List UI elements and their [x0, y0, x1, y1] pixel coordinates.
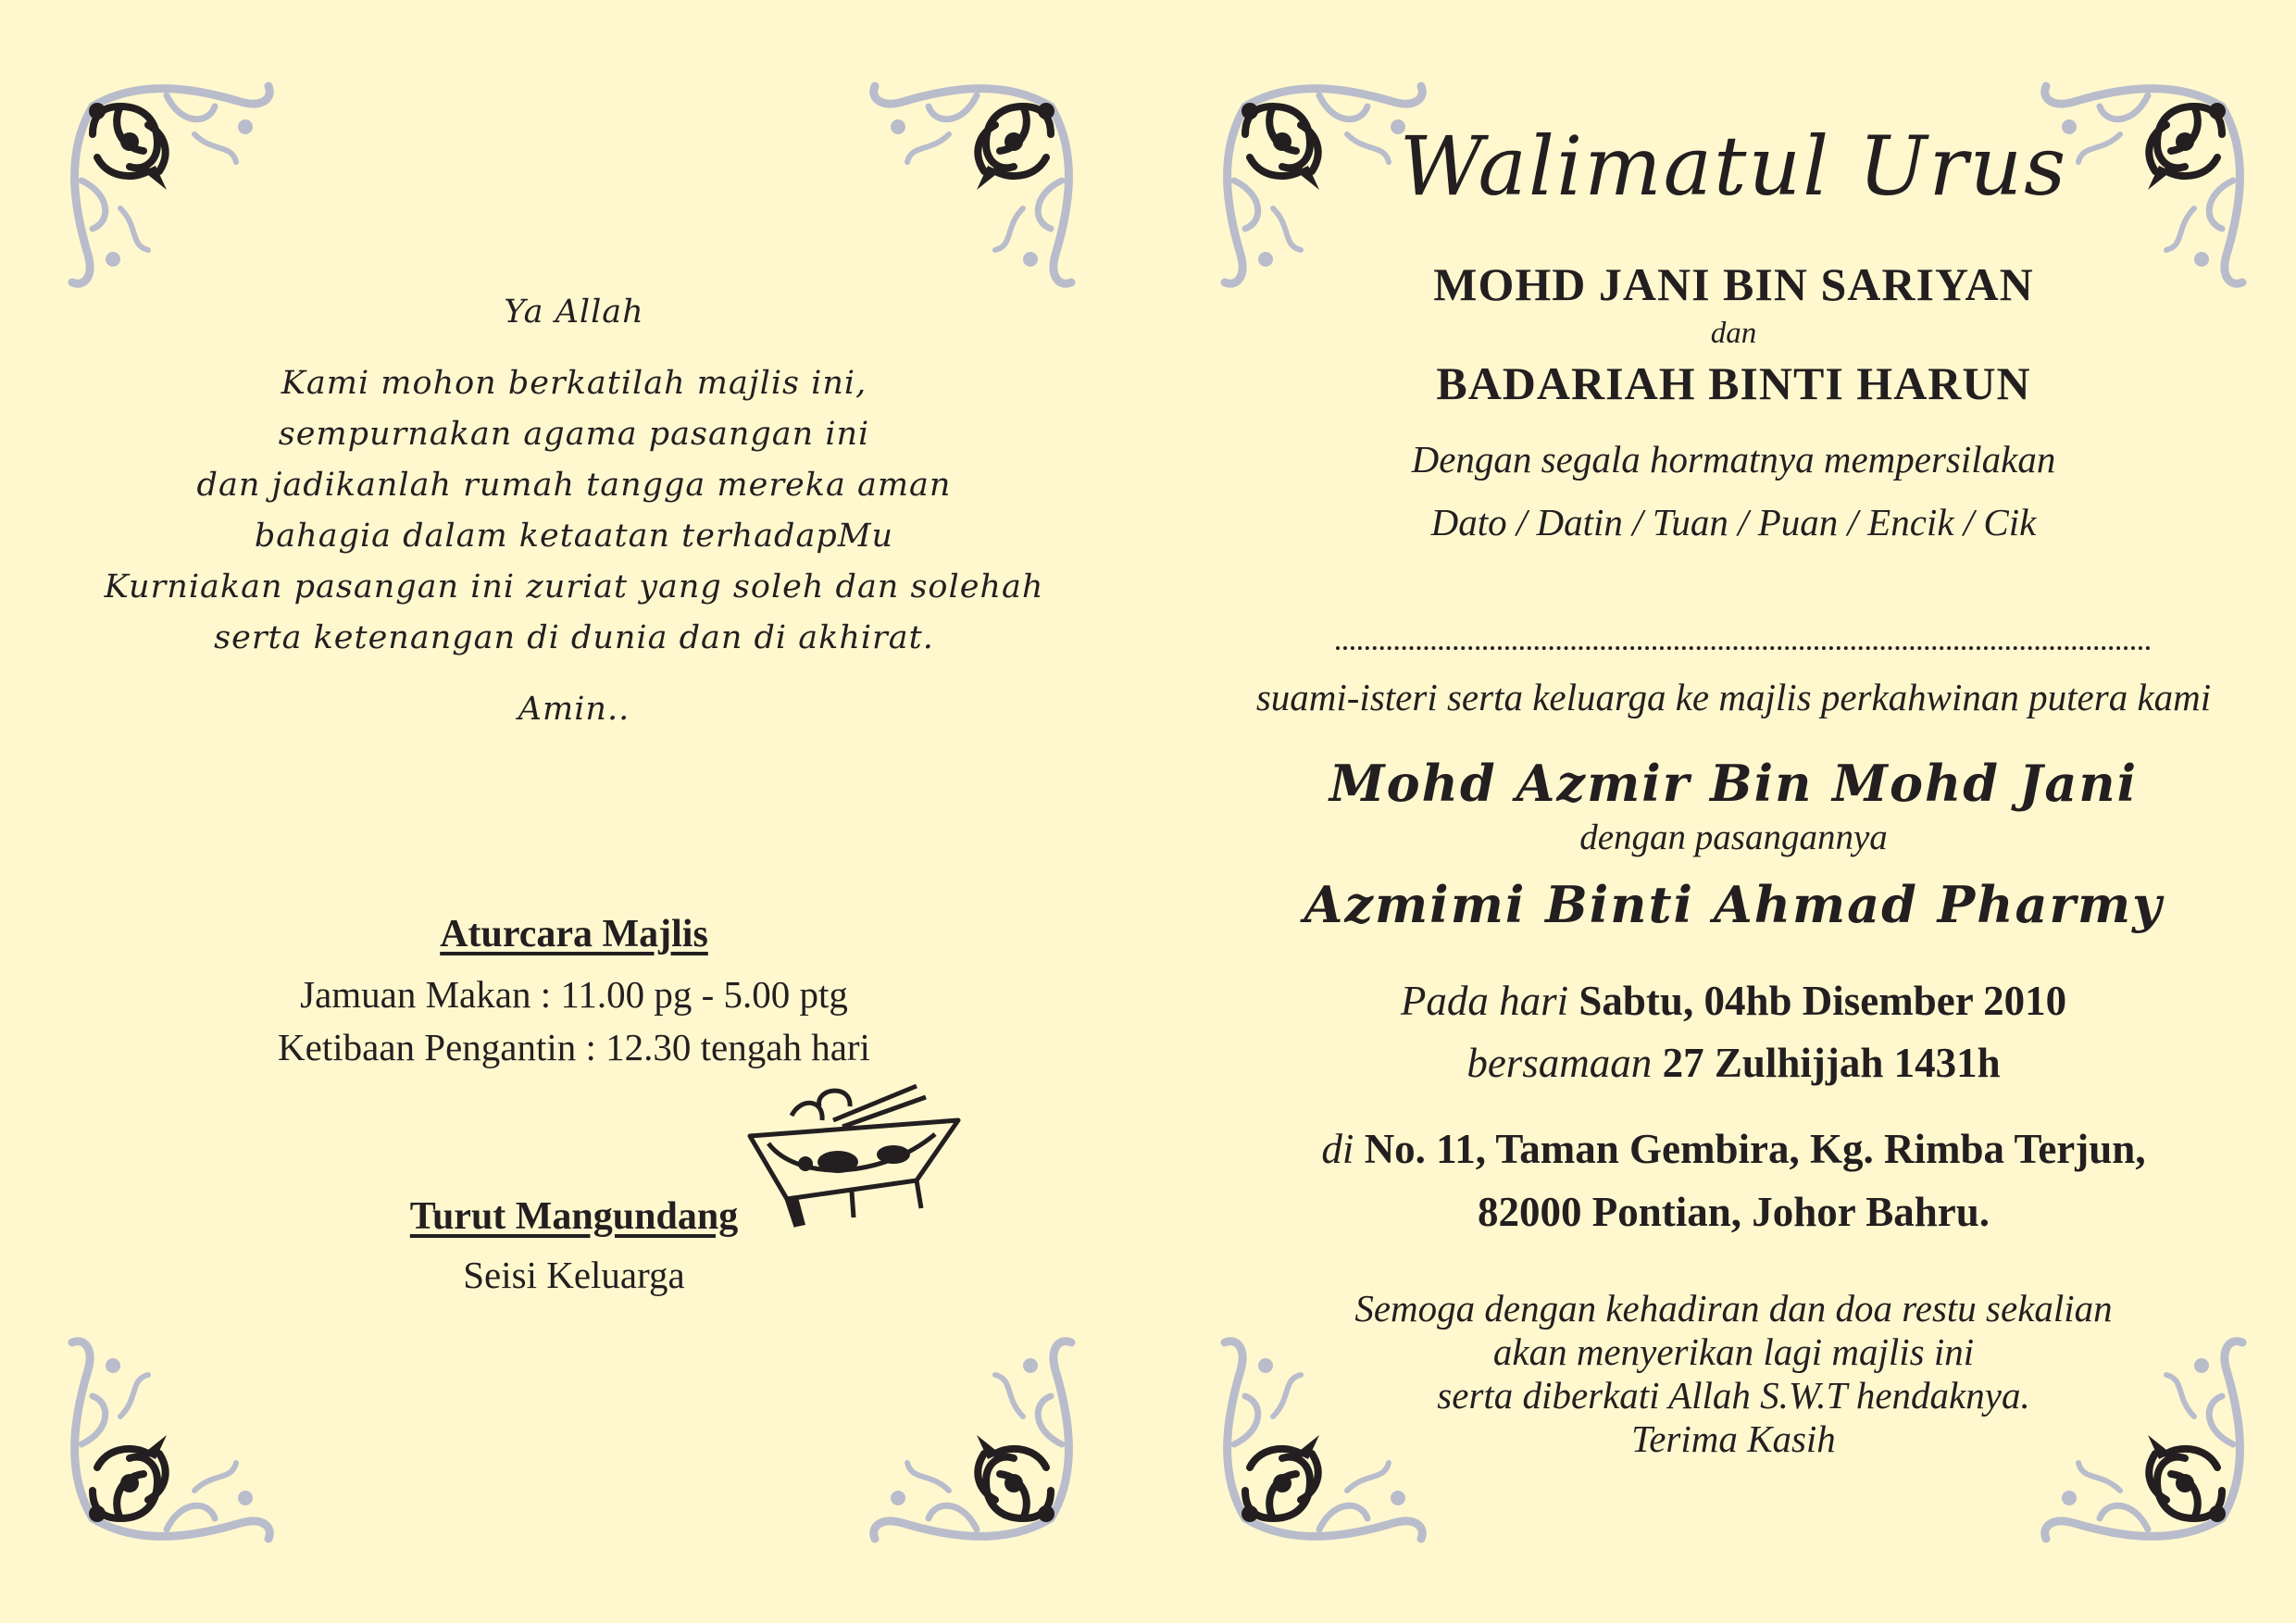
- closing-block: [1171, 1287, 2296, 1461]
- venue-address-1: No. 11, Taman Gembira, Kg. Rimba Terjun,: [1364, 1126, 2146, 1172]
- prayer-line: Kurniakan pasangan ini zuriat yang soleh dan solehah: [104, 568, 1044, 606]
- closing-line: akan menyerikan lagi majlis ini: [1492, 1330, 1975, 1373]
- groom-name: Mohd Azmir Bin Mohd Jani: [1329, 754, 2139, 813]
- host-father-name: MOHD JANI BIN SARIYAN: [1433, 258, 2034, 310]
- date-line: [1171, 977, 2296, 1025]
- honorifics-line: Dato / Datin / Tuan / Puan / Encik / Cik: [1430, 501, 2037, 543]
- corner-ornament-top-left: [56, 69, 278, 292]
- host-mother-name: BADARIAH BINTI HARUN: [1436, 357, 2031, 409]
- invitation-intro: Dengan segala hormatnya mempersilakan: [1411, 438, 2056, 481]
- host-conjunction: dan: [1710, 317, 1757, 350]
- closing-line: Terima Kasih: [1631, 1417, 1836, 1460]
- right-panel: [1171, 0, 2296, 1623]
- prayer-line: dan jadikanlah rumah tangga mereka aman: [196, 467, 952, 504]
- programme-item: Ketibaan Pengantin : 12.30 tengah hari: [278, 1026, 870, 1068]
- venue-line-1: [1171, 1125, 2296, 1173]
- corner-ornament-bottom-left: [56, 1333, 278, 1555]
- family-line: suami-isteri serta keluarga ke majlis perkahwinan putera kami: [1255, 676, 2212, 718]
- closing-line: Semoga dengan kehadiran dan doa restu sekalian: [1354, 1287, 2113, 1330]
- prayer-heading: Ya Allah: [504, 293, 644, 331]
- programme-title: Aturcara Majlis: [440, 913, 708, 955]
- date-label: Pada hari: [1400, 978, 1569, 1024]
- venue-label: di: [1321, 1126, 1354, 1172]
- guest-name-line: [1336, 646, 2151, 650]
- corner-ornament-bottom-right: [866, 1333, 1088, 1555]
- prayer-closing: Amin..: [518, 691, 630, 728]
- invitation-title: Walimatul Urus: [1399, 119, 2068, 214]
- prayer-block: [0, 287, 1148, 735]
- bride-name: Azmimi Binti Ahmad Pharmy: [1304, 875, 2164, 934]
- prayer-line: serta ketenangan di dunia dan di akhirat.: [214, 619, 934, 656]
- date-value: Sabtu, 04hb Disember 2010: [1578, 978, 2067, 1024]
- closing-line: serta diberkati Allah S.W.T hendaknya.: [1437, 1374, 2030, 1417]
- corner-ornament-top-right: [866, 69, 1088, 292]
- invited-by-title: Turut Mangundang: [409, 1195, 739, 1238]
- hijri-date-line: [1171, 1039, 2296, 1087]
- with-partner-line: dengan pasangannya: [1579, 818, 1888, 857]
- hijri-label: bersamaan: [1466, 1040, 1653, 1086]
- hijri-value: 27 Zulhijjah 1431h: [1662, 1040, 2001, 1086]
- prayer-line: Kami mohon berkatilah majlis ini,: [281, 365, 867, 402]
- programme-item: Jamuan Makan : 11.00 pg - 5.00 ptg: [300, 973, 848, 1016]
- prayer-line: bahagia dalam ketaatan terhadapMu: [254, 518, 894, 555]
- venue-address-2: 82000 Pontian, Johor Bahru.: [1477, 1189, 1990, 1235]
- prayer-line: sempurnakan agama pasangan ini: [278, 416, 870, 453]
- invited-by-value: Seisi Keluarga: [463, 1254, 685, 1296]
